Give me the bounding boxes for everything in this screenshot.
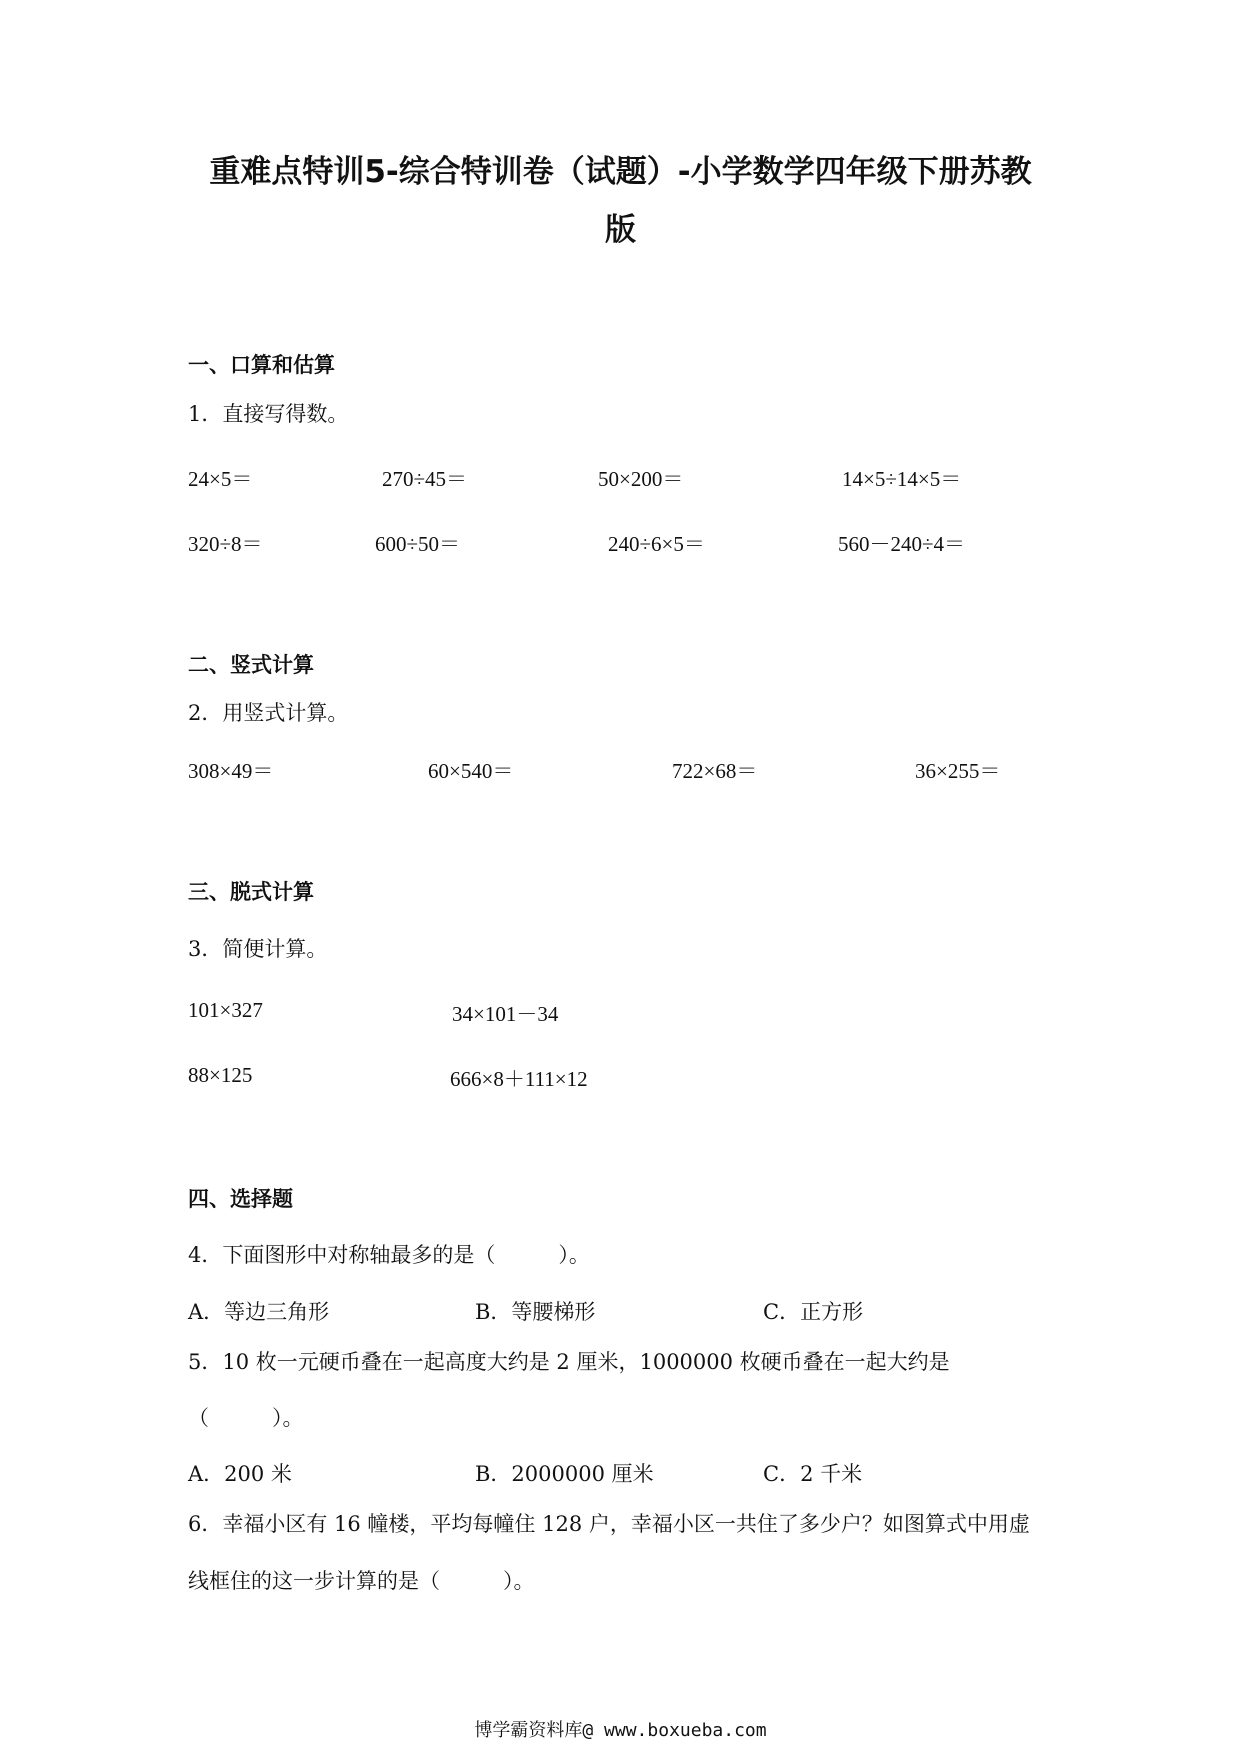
question-6-stem-line2: 线框住的这一步计算的是（ ）。 bbox=[188, 1569, 535, 1593]
section-heading-1: 一、口算和估算 bbox=[188, 353, 335, 377]
question-5-stem-line2: （ ）。 bbox=[188, 1406, 304, 1430]
expression: 308×49＝ bbox=[188, 759, 274, 783]
expression: 101×327 bbox=[188, 998, 263, 1022]
section-heading-3: 三、脱式计算 bbox=[188, 880, 314, 904]
question-3-stem: 3．简便计算。 bbox=[188, 937, 328, 961]
option-b: B．2000000 厘米 bbox=[475, 1462, 654, 1486]
expression: 14×5÷14×5＝ bbox=[842, 467, 962, 491]
expression: 88×125 bbox=[188, 1063, 253, 1087]
question-5-stem-line1: 5．10 枚一元硬币叠在一起高度大约是 2 厘米，1000000 枚硬币叠在一起大约是 bbox=[188, 1350, 950, 1374]
expression: 320÷8＝ bbox=[188, 532, 263, 556]
page-title-line1: 重难点特训5-综合特训卷（试题）-小学数学四年级下册苏教 bbox=[209, 154, 1032, 190]
expression: 50×200＝ bbox=[598, 467, 684, 491]
expression: 36×255＝ bbox=[915, 759, 1001, 783]
footer-watermark: 博学霸资料库@ www.boxueba.com bbox=[474, 1720, 767, 1741]
expression: 60×540＝ bbox=[428, 759, 514, 783]
expression: 560－240÷4＝ bbox=[838, 532, 966, 556]
question-2-stem: 2．用竖式计算。 bbox=[188, 701, 349, 725]
question-1-stem: 1．直接写得数。 bbox=[188, 402, 349, 426]
option-b: B．等腰梯形 bbox=[475, 1300, 596, 1324]
expression: 24×5＝ bbox=[188, 467, 253, 491]
expression: 666×8＋111×12 bbox=[450, 1067, 588, 1091]
expression: 722×68＝ bbox=[672, 759, 758, 783]
expression: 34×101－34 bbox=[452, 1002, 559, 1026]
question-4-stem: 4．下面图形中对称轴最多的是（ ）。 bbox=[188, 1243, 590, 1267]
page-title-line2: 版 bbox=[605, 212, 636, 248]
expression: 240÷6×5＝ bbox=[608, 532, 705, 556]
option-a: A．等边三角形 bbox=[188, 1300, 330, 1324]
option-c: C．正方形 bbox=[763, 1300, 864, 1324]
question-6-stem-line1: 6．幸福小区有 16 幢楼，平均每幢住 128 户，幸福小区一共住了多少户？如图算式中用虚 bbox=[188, 1512, 1030, 1536]
expression: 270÷45＝ bbox=[382, 467, 468, 491]
section-heading-2: 二、竖式计算 bbox=[188, 653, 314, 677]
option-c: C．2 千米 bbox=[763, 1462, 863, 1486]
section-heading-4: 四、选择题 bbox=[188, 1187, 293, 1211]
expression: 600÷50＝ bbox=[375, 532, 461, 556]
option-a: A．200 米 bbox=[188, 1462, 292, 1486]
